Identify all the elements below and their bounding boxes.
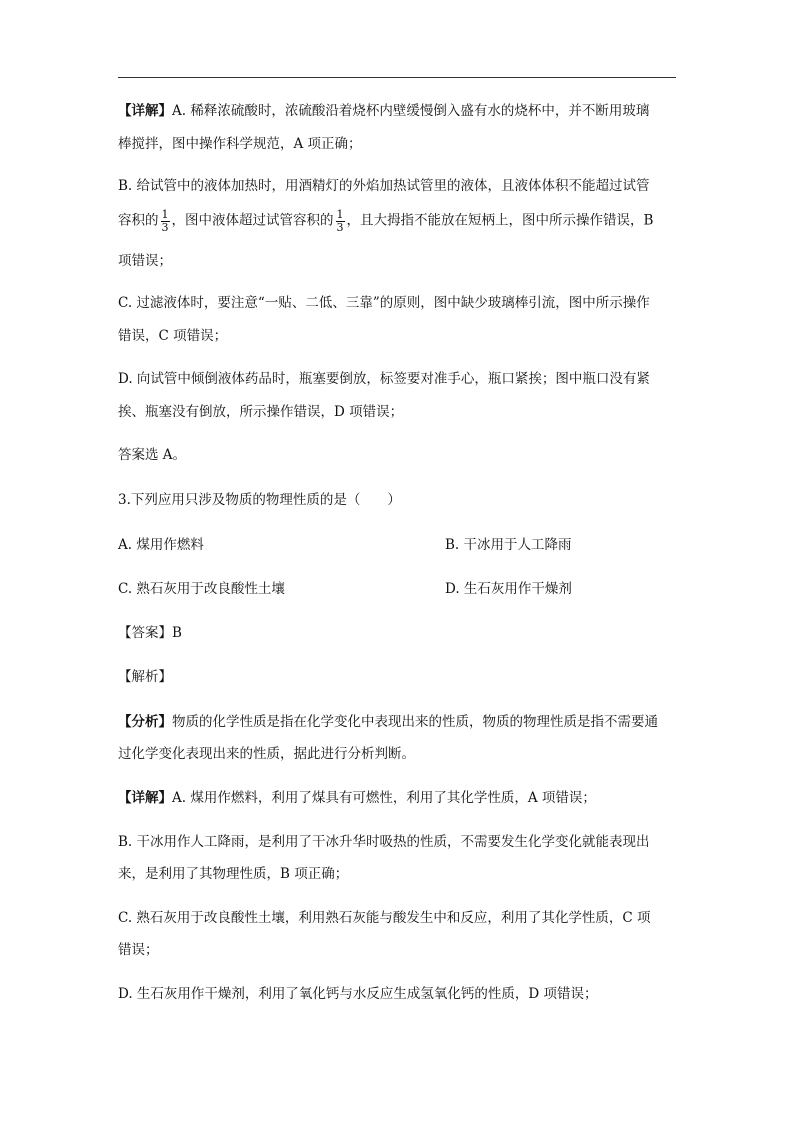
optB-line2-part3: ，且大拇指不能放在短柄上，图中所示操作错误，B [346, 212, 654, 229]
detail1-line1 [118, 105, 649, 119]
analysis-line2: 过化学变化表现出来的性质，据此进行分析判断。 [118, 746, 415, 762]
fraction-numerator: 1 [161, 208, 169, 221]
detail2-c-line1: C. 熟石灰用于改良酸性土壤，利用熟石灰能与酸发生中和反应，利用了其化学性质，C 项 [118, 910, 651, 926]
optC-line1: C. 过滤液体时，要注意“一贴、二低、三靠”的原则，图中缺少玻璃棒引流，图中所示操作 [118, 295, 650, 311]
optB-line2-part1: 容积的 [118, 212, 159, 229]
fraction-denominator-2: 3 [336, 220, 344, 234]
fraction-one-third-2 [336, 209, 345, 233]
fraction-denominator: 3 [161, 220, 169, 234]
header-rule [118, 77, 676, 78]
detail2-tag: 【详解】 [118, 790, 172, 806]
detail1-line2: 棒搅拌，图中操作科学规范，A 项正确； [118, 136, 362, 152]
optB-line2-part2: ，图中液体超过试管容积的 [171, 212, 334, 229]
analysis-title: 【解析】 [118, 669, 172, 685]
optB-line2 [118, 209, 653, 233]
analysis-text: 物质的化学性质是指在化学变化中表现出来的性质，物质的物理性质是指不需要通 [172, 714, 658, 730]
fraction-one-third [161, 209, 170, 233]
detail2-b-line2: 来，是利用了其物理性质，B 项正确； [118, 866, 349, 882]
detail2-b-line1: B. 干冰用作人工降雨，是利用了干冰升华时吸热的性质，不需要发生化学变化就能表现出 [118, 834, 650, 850]
optD-line2: 挨、瓶塞没有倒放，所示操作错误，D 项错误； [118, 404, 404, 420]
optD-line1: D. 向试管中倾倒液体药品时，瓶塞要倒放，标签要对准手心，瓶口紧挨；图中瓶口没有紧 [118, 371, 650, 387]
detail2-text: A. 煤用作燃料，利用了煤具有可燃性，利用了其化学性质，A 项错误； [172, 790, 596, 806]
answer-select: 答案选 A。 [118, 447, 187, 463]
question3-option-c: C. 熟石灰用于改良酸性土壤 [118, 581, 285, 597]
answer-label: 【答案】B [118, 625, 182, 641]
optB-line1: B. 给试管中的液体加热时，用酒精灯的外焰加热试管里的液体，且液体体积不能超过试管 [118, 178, 650, 194]
fraction-numerator-2: 1 [336, 208, 344, 221]
detail2-c-line2: 错误； [118, 942, 159, 958]
analysis-line1 [118, 716, 658, 730]
question3-stem: 3.下列应用只涉及物质的物理性质的是（ ） [118, 492, 401, 508]
question3-option-b: B. 干冰用于人工降雨 [445, 537, 572, 553]
detail2-d-line1: D. 生石灰用作干燥剂，利用了氧化钙与水反应生成氢氧化钙的性质，D 项错误； [118, 986, 598, 1002]
analysis-tag: 【分析】 [118, 714, 172, 730]
question3-option-d: D. 生石灰用作干燥剂 [445, 581, 572, 597]
optC-line2: 错误，C 项错误； [118, 328, 228, 344]
detail1-text: A. 稀释浓硫酸时，浓硫酸沿着烧杯内壁缓慢倒入盛有水的烧杯中，并不断用玻璃 [172, 103, 650, 119]
optB-line3: 项错误； [118, 253, 172, 269]
detail2-line1 [118, 792, 596, 806]
detail1-tag: 【详解】 [118, 103, 172, 119]
question3-option-a: A. 煤用作燃料 [118, 537, 204, 553]
